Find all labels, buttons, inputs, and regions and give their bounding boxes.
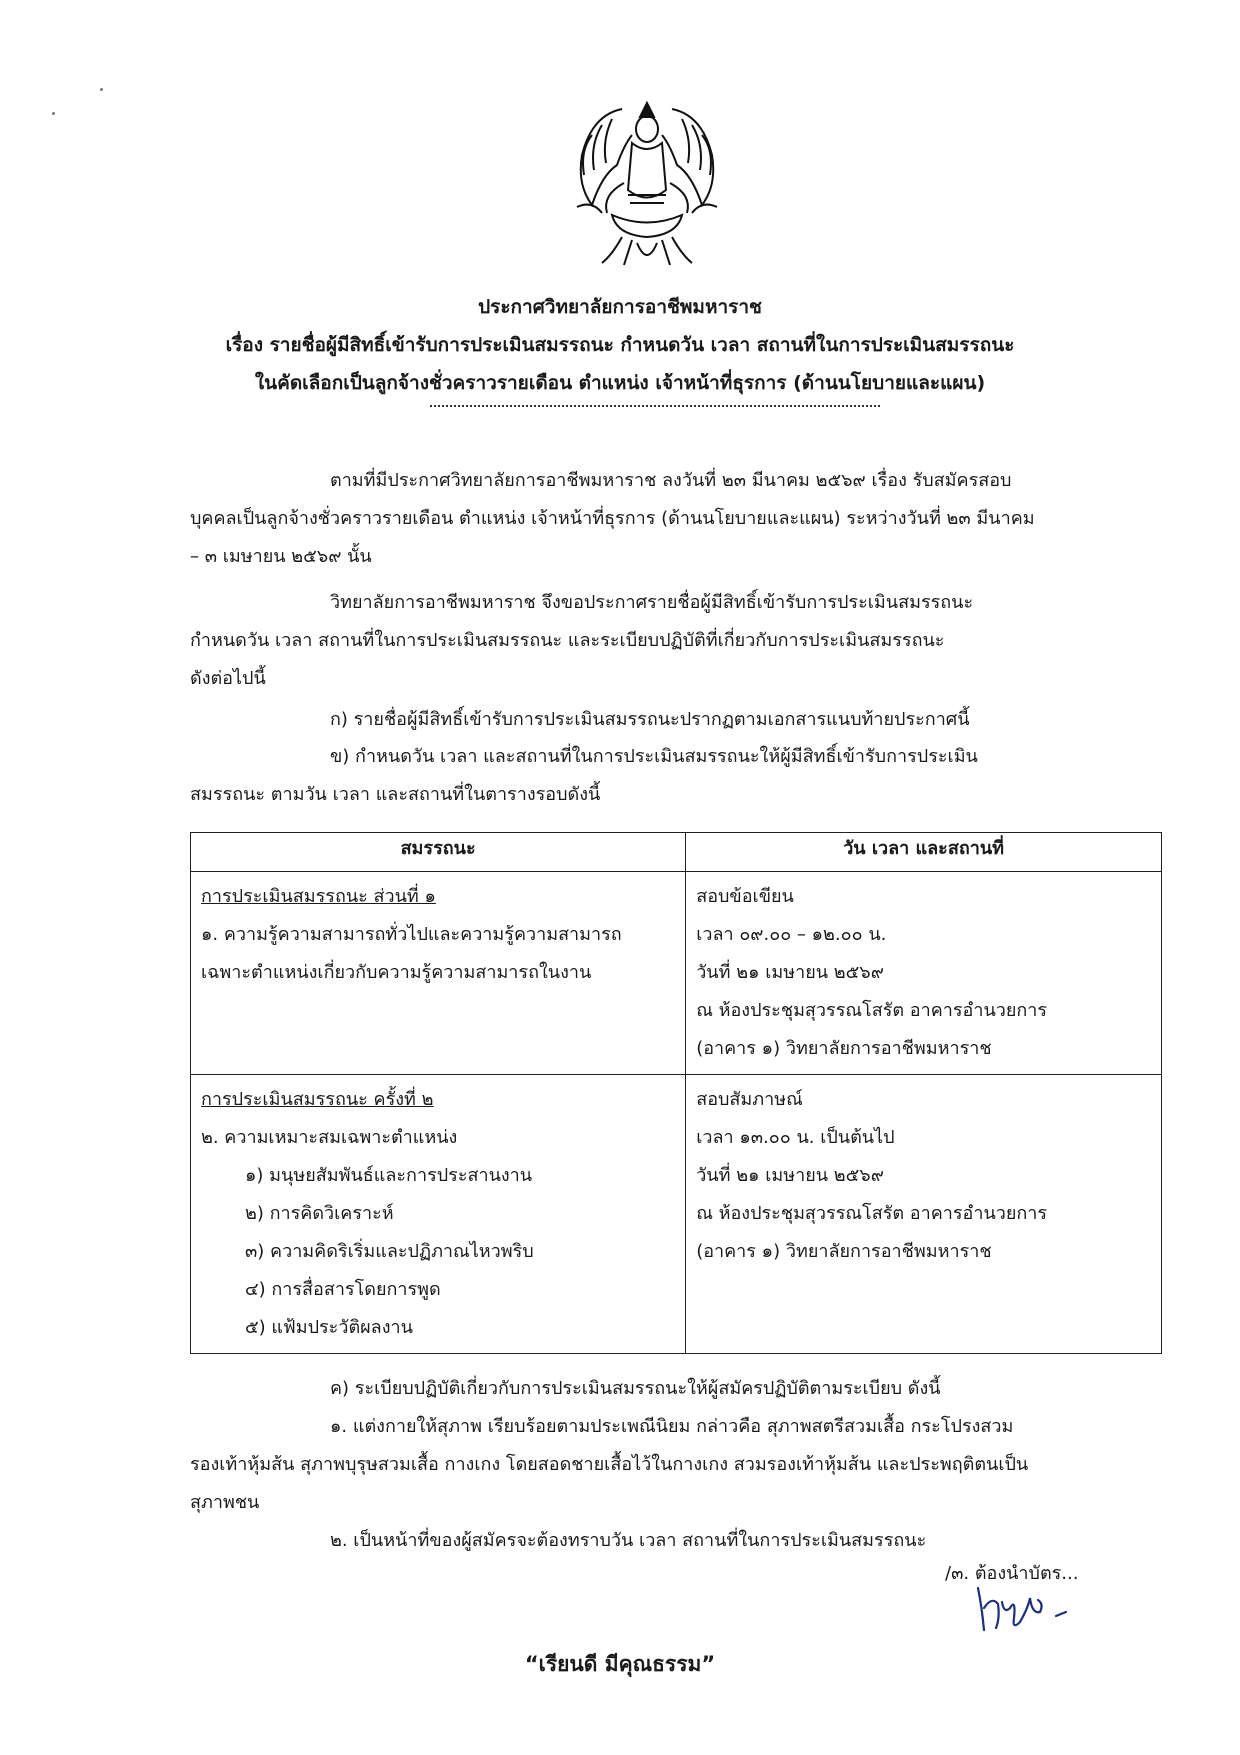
row2-subline: ๔) การสื่อสารโดยการพูด <box>245 1279 441 1300</box>
rule-1 <box>190 1408 1120 1522</box>
row2-subline: ๑) มนุษยสัมพันธ์และการประสานงาน <box>245 1165 533 1186</box>
continued-note: /๓. ต้องนำบัตร... <box>945 1563 1079 1584</box>
table-row <box>191 872 1162 1075</box>
row2-subline: ๓) ความคิดริเริ่มและปฏิภาณไหวพริบ <box>245 1241 534 1262</box>
row1-right-line: ณ ห้องประชุมสุวรรณโสรัต อาคารอำนวยการ <box>696 1000 1048 1021</box>
row2-subline: ๒) การคิดวิเคราะห์ <box>245 1203 394 1224</box>
item-b <box>190 738 1120 814</box>
rule-1-line1: ๑. แต่งกายให้สุภาพ เรียบร้อยตามประเพณีนิยม กล่าวคือ สุภาพสตรีสวมเสื้อ กระโปรงสวม <box>330 1416 1014 1437</box>
row2-left-line: ๒. ความเหมาะสมเฉพาะตำแหน่ง <box>201 1127 458 1148</box>
announcement-subject-line2: ในคัดเลือกเป็นลูกจ้างชั่วคราวรายเดือน ตำแหน่ง เจ้าหน้าที่ธุรการ (ด้านนโยบายและแผน) <box>254 372 986 394</box>
row1-left-line: เฉพาะตำแหน่งเกี่ยวกับความรู้ความสามารถในงาน <box>201 962 592 983</box>
p2-line2: กำหนดวัน เวลา สถานที่ในการประเมินสมรรถนะ และระเบียบปฏิบัติที่เกี่ยวกับการประเมินสมรรถนะ <box>190 630 945 651</box>
row1-right-line: เวลา ๐๙.๐๐ – ๑๒.๐๐ น. <box>696 924 887 945</box>
row1-title: การประเมินสมรรถนะ ส่วนที่ ๑ <box>201 886 436 907</box>
competency-cell <box>191 1075 686 1354</box>
item-c: ค) ระเบียบปฏิบัติเกี่ยวกับการประเมินสมรรถนะให้ผู้สมัครปฏิบัติตามระเบียบ ดังนี้ <box>330 1378 941 1399</box>
row1-left-line: ๑. ความรู้ความสามารถทั่วไปและความรู้ความสามารถ <box>201 924 622 945</box>
announcement-subject: เรื่อง รายชื่อผู้มีสิทธิ์เข้ารับการประเมินสมรรถนะ กำหนดวัน เวลา สถานที่ในการประเมินสมรรถนะ <box>225 334 1015 356</box>
schedule-cell <box>686 1075 1162 1354</box>
row1-right-line: สอบข้อเขียน <box>696 886 794 907</box>
header-date-time-place: วัน เวลา และสถานที่ <box>686 833 1162 872</box>
competency-cell <box>191 872 686 1075</box>
header-competency: สมรรถนะ <box>191 833 686 872</box>
assessment-schedule-table <box>190 832 1162 1354</box>
paragraph-1 <box>190 462 1120 576</box>
item-a: ก) รายชื่อผู้มีสิทธิ์เข้ารับการประเมินสมรรถนะปรากฏตามเอกสารแนบท้ายประกาศนี้ <box>330 709 970 730</box>
table-header-row <box>191 833 1162 872</box>
row2-right-line: สอบสัมภาษณ์ <box>696 1089 803 1110</box>
announcement-title: ประกาศวิทยาลัยการอาชีพมหาราช <box>478 296 762 318</box>
scan-speck <box>100 88 103 91</box>
p2-line1: วิทยาลัยการอาชีพมหาราช จึงขอประกาศรายชื่อผู้มีสิทธิ์เข้ารับการประเมินสมรรถนะ <box>330 592 974 613</box>
rule-2: ๒. เป็นหน้าที่ของผู้สมัครจะต้องทราบวัน เวลา สถานที่ในการประเมินสมรรถนะ <box>330 1530 927 1551</box>
p1-line3: – ๓ เมษายน ๒๕๖๙ นั้น <box>190 546 372 567</box>
row2-right-line: วันที่ ๒๑ เมษายน ๒๕๖๙ <box>696 1165 884 1186</box>
table-row <box>191 1075 1162 1354</box>
rule-1-line2: รองเท้าหุ้มส้น สุภาพบุรุษสวมเสื้อ กางเกง โดยสอดชายเสื้อไว้ในกางเกง สวมรองเท้าหุ้มส้น และประพฤติตนเป็น <box>190 1454 1029 1475</box>
scan-speck <box>52 112 55 115</box>
row2-right-line: เวลา ๑๓.๐๐ น. เป็นต้นไป <box>696 1127 895 1148</box>
rule-1-line3: สุภาพชน <box>190 1492 260 1513</box>
item-b-line2: สมรรถนะ ตามวัน เวลา และสถานที่ในตารางรอบดังนี้ <box>190 784 601 805</box>
row1-right-line: วันที่ ๒๑ เมษายน ๒๕๖๙ <box>696 962 884 983</box>
paragraph-2 <box>190 584 1120 698</box>
row2-title: การประเมินสมรรถนะ ครั้งที่ ๒ <box>201 1089 434 1110</box>
row2-subline: ๕) แฟ้มประวัติผลงาน <box>245 1317 413 1338</box>
garuda-emblem-icon <box>562 95 732 270</box>
row2-right-line: (อาคาร ๑) วิทยาลัยการอาชีพมหาราช <box>696 1241 992 1262</box>
schedule-cell <box>686 872 1162 1075</box>
p2-line3: ดังต่อไปนี้ <box>190 668 266 689</box>
motto: “เรียนดี มีคุณธรรม” <box>524 1652 716 1676</box>
item-b-line1: ข) กำหนดวัน เวลา และสถานที่ในการประเมินสมรรถนะให้ผู้มีสิทธิ์เข้ารับการประเมิน <box>330 746 978 767</box>
row2-right-line: ณ ห้องประชุมสุวรรณโสรัต อาคารอำนวยการ <box>696 1203 1048 1224</box>
p1-line1: ตามที่มีประกาศวิทยาลัยการอาชีพมหาราช ลงวันที่ ๒๓ มีนาคม ๒๕๖๙ เรื่อง รับสมัครสอบ <box>330 470 1012 491</box>
p1-line2: บุคคลเป็นลูกจ้างชั่วคราวรายเดือน ตำแหน่ง เจ้าหน้าที่ธุรการ (ด้านนโยบายและแผน) ระหว่างวันที่ ๒๓ มีนาคม <box>190 508 1035 529</box>
row1-right-line: (อาคาร ๑) วิทยาลัยการอาชีพมหาราช <box>696 1038 992 1059</box>
dotted-divider <box>430 405 880 407</box>
signature <box>970 1578 1080 1638</box>
